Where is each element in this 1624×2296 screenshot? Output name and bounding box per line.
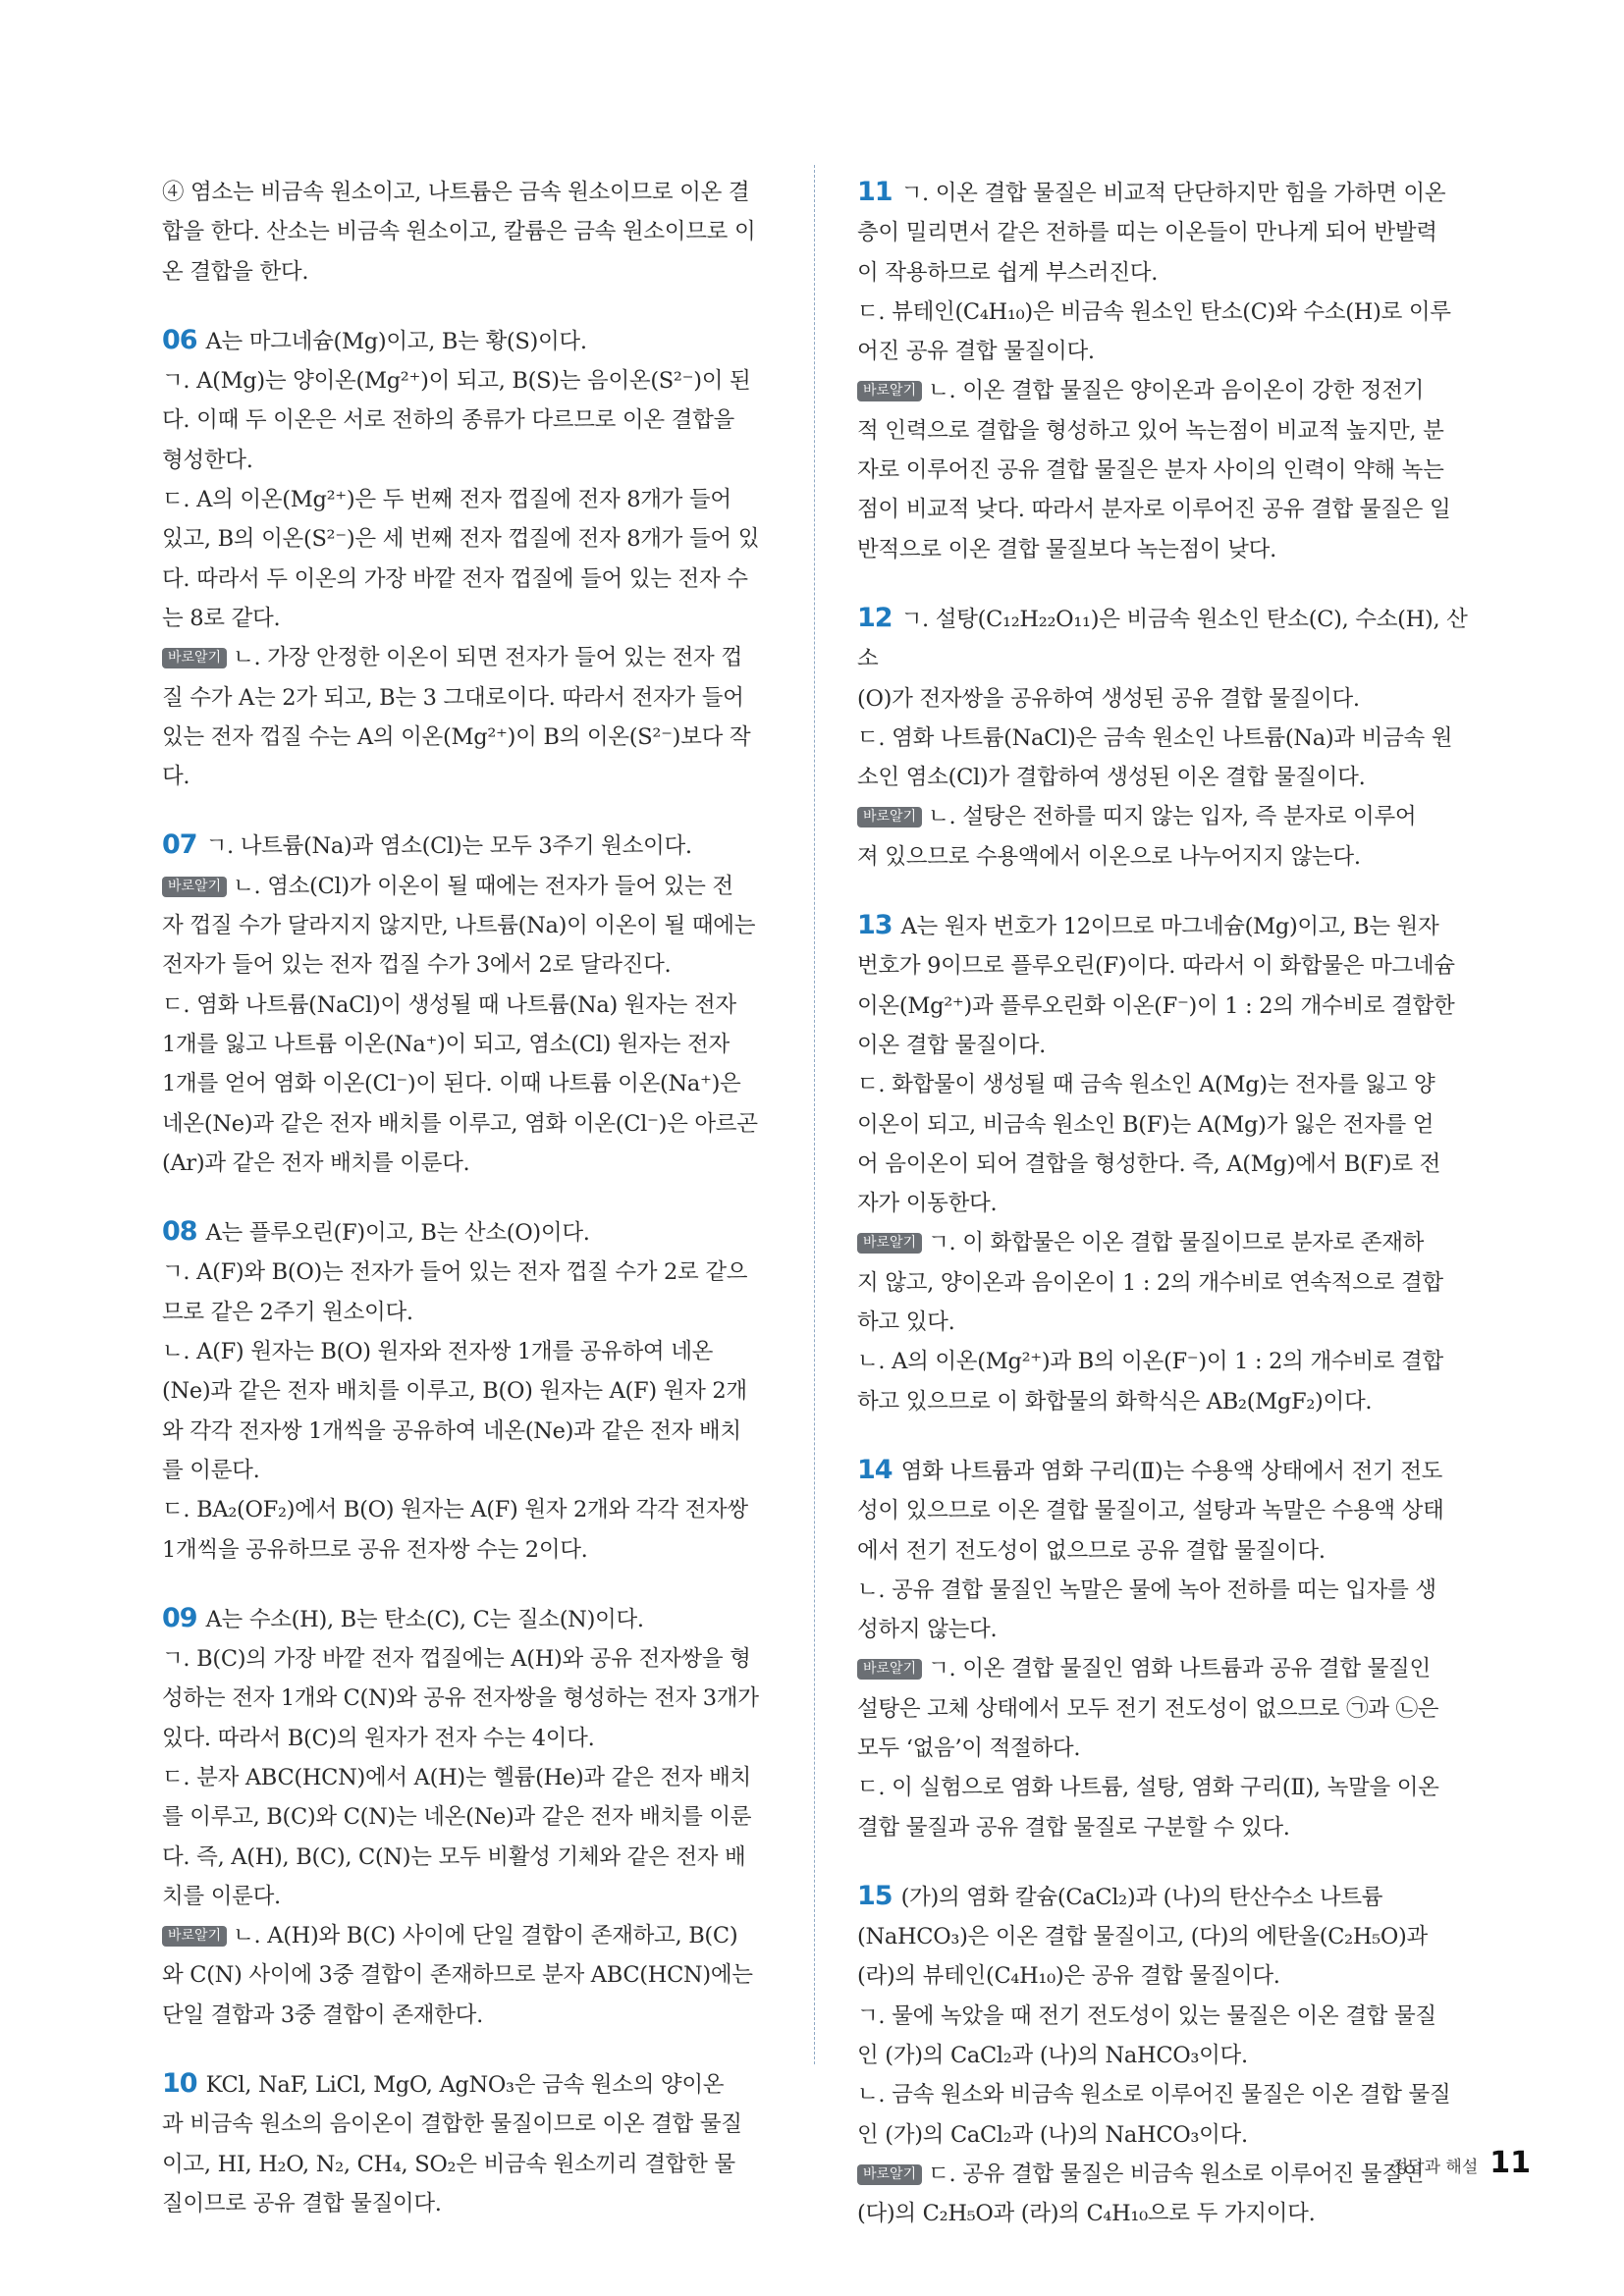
answer-line [162, 906, 773, 945]
answer-line [857, 2036, 1486, 2075]
answer-line [857, 1451, 1486, 1491]
line-text: 1개씩을 공유하므로 공유 전자쌍 수는 2이다. [162, 1536, 588, 1563]
answer-line [162, 1916, 773, 1955]
answer-line [162, 1797, 773, 1837]
answer-line [162, 1253, 773, 1292]
answer-line [162, 1955, 773, 1995]
answer-line [857, 253, 1486, 293]
question-number: 15 [857, 1880, 893, 1911]
line-text: 는 8로 같다. [162, 605, 281, 631]
answer-line [857, 1026, 1486, 1065]
answer-line [857, 1768, 1486, 1807]
answer-line [162, 638, 773, 677]
right-column [857, 173, 1486, 2264]
answer-line [857, 758, 1486, 797]
answer-line [162, 1877, 773, 1916]
line-text: ④ 염소는 비금속 원소이고, 나트륨은 금속 원소이므로 이온 결 [162, 180, 750, 205]
question-number: 10 [162, 2068, 197, 2100]
answer-line [857, 987, 1486, 1026]
line-text: 하고 있다. [857, 1309, 955, 1336]
line-text: 치를 이룬다. [162, 1883, 281, 1909]
line-text: ㄷ. 뷰테인(C₄H₁₀)은 비금속 원소인 탄소(C)와 수소(H)로 이루 [857, 298, 1451, 325]
answer-line [857, 1184, 1486, 1223]
answer-line [857, 1997, 1486, 2036]
question-number: 09 [162, 1602, 197, 1633]
line-text: 질이므로 공유 결합 물질이다. [162, 2190, 442, 2216]
correction-badge: 바로알기 [857, 381, 922, 401]
line-text: ㄴ. 금속 원소와 비금속 원소로 이루어진 물질은 이온 결합 물질 [857, 2082, 1451, 2109]
line-text: 온 결합을 한다. [162, 258, 309, 285]
line-text: (라)의 뷰테인(C₄H₁₀)은 공유 결합 물질이다. [857, 1963, 1280, 1990]
answer-line [857, 1877, 1486, 1917]
answer-line [857, 837, 1486, 877]
answer-line [857, 213, 1486, 252]
question-number: 06 [162, 324, 197, 355]
line-text: ㄴ. A(H)와 B(C) 사이에 단일 결합이 존재하고, B(C) [233, 1923, 738, 1949]
answer-line [162, 1719, 773, 1758]
answer-line [857, 530, 1486, 569]
line-text: 다. 즉, A(H), B(C), C(N)는 모두 비활성 기체와 같은 전자 배 [162, 1843, 746, 1870]
line-text: ㄷ. 이 실험으로 염화 나트륨, 설탕, 염화 구리(Ⅱ), 녹말을 이온 [857, 1775, 1439, 1801]
line-text: 과 비금속 원소의 음이온이 결합한 물질이므로 이온 결합 물질 [162, 2111, 742, 2138]
answer-line [162, 2145, 773, 2184]
line-text: 성하는 전자 1개와 C(N)와 공유 전자쌍을 형성하는 전자 3개가 [162, 1685, 759, 1712]
line-text: 이온 결합 물질이다. [857, 1032, 1047, 1058]
line-text: 있다. 따라서 B(C)의 원자가 전자 수는 4이다. [162, 1725, 595, 1751]
answer-line [162, 1025, 773, 1064]
answer-block [857, 906, 1486, 1421]
answer-line [162, 678, 773, 718]
answer-line [857, 1491, 1486, 1530]
answer-line [857, 490, 1486, 529]
line-text: 합을 한다. 산소는 비금속 원소이고, 칼륨은 금속 원소이므로 이 [162, 219, 756, 245]
answer-line [162, 441, 773, 480]
line-text: 질 수가 A는 2가 되고, B는 3 그대로이다. 따라서 전자가 들어 [162, 684, 744, 711]
line-text: ㄷ. 염화 나트륨(NaCl)이 생성될 때 나트륨(Na) 원자는 전자 [162, 991, 736, 1018]
answer-block [162, 173, 773, 292]
answer-line [162, 945, 773, 985]
answer-line [857, 1729, 1486, 1768]
answer-line [857, 679, 1486, 719]
answer-line [162, 321, 773, 361]
answer-line [162, 2105, 773, 2144]
line-text: (Ne)과 같은 전자 배치를 이루고, B(O) 원자는 A(F) 원자 2개 [162, 1378, 747, 1405]
answer-block [857, 173, 1486, 569]
answer-line [857, 1342, 1486, 1381]
line-text: 네온(Ne)과 같은 전자 배치를 이루고, 염화 이온(Cl⁻)은 아르곤 [162, 1110, 758, 1137]
page-number: 11 [1489, 2146, 1531, 2180]
answer-line [857, 173, 1486, 213]
line-text: 전자가 들어 있는 전자 껍질 수가 3에서 2로 달라진다. [162, 952, 672, 979]
line-text: KCl, NaF, LiCl, MgO, AgNO₃은 금속 원소의 양이온 [205, 2072, 725, 2099]
line-text: 성하지 않는다. [857, 1617, 998, 1643]
question-number: 07 [162, 829, 197, 861]
line-text: 번호가 9이므로 플루오린(F)이다. 따라서 이 화합물은 마그네슘 [857, 953, 1455, 980]
answer-line [162, 599, 773, 638]
line-text: 자로 이루어진 공유 결합 물질은 분자 사이의 인력이 약해 녹는 [857, 457, 1444, 484]
line-text: 를 이루고, B(C)와 C(N)는 네온(Ne)과 같은 전자 배치를 이룬 [162, 1804, 752, 1831]
line-text: 와 C(N) 사이에 3중 결합이 존재하므로 분자 ABC(HCN)에는 [162, 1962, 753, 1989]
line-text: 지 않고, 양이온과 음이온이 1 : 2의 개수비로 연속적으로 결합 [857, 1269, 1443, 1296]
answer-line [162, 1144, 773, 1183]
answer-line [162, 1599, 773, 1639]
line-text: ㄴ. 이온 결합 물질은 양이온과 음이온이 강한 정전기 [928, 378, 1425, 404]
line-text: 하고 있으므로 이 화합물의 화학식은 AB₂(MgF₂)이다. [857, 1388, 1373, 1415]
answer-line [857, 332, 1486, 371]
answer-line [857, 411, 1486, 451]
line-text: 다. 이때 두 이온은 서로 전하의 종류가 다르므로 이온 결합을 [162, 407, 734, 434]
answer-block [162, 2064, 773, 2223]
line-text: ㄷ. BA₂(OF₂)에서 B(O) 원자는 A(F) 원자 2개와 각각 전자쌍 [162, 1497, 748, 1523]
answer-line [162, 826, 773, 866]
answer-line [162, 867, 773, 906]
question-number: 12 [857, 602, 893, 633]
correction-badge: 바로알기 [857, 1659, 922, 1680]
page-footer [1392, 2146, 1531, 2180]
answer-line [162, 1639, 773, 1679]
line-text: 자 껍질 수가 달라지지 않지만, 나트륨(Na)이 이온이 될 때에는 [162, 913, 756, 939]
correction-badge: 바로알기 [857, 2164, 922, 2185]
answer-line [162, 718, 773, 797]
answer-line [162, 1758, 773, 1797]
answer-line [857, 1649, 1486, 1688]
answer-line [857, 1263, 1486, 1303]
line-text: 있는 전자 껍질 수는 A의 이온(Mg²⁺)이 B의 이온(S²⁻)보다 작다. [162, 723, 751, 790]
answer-line [162, 986, 773, 1025]
correction-badge: 바로알기 [162, 1926, 227, 1947]
line-text: 져 있으므로 수용액에서 이온으로 나누어지지 않는다. [857, 843, 1361, 870]
left-column [162, 173, 773, 2253]
answer-line [162, 1838, 773, 1877]
answer-line [857, 1917, 1486, 1956]
answer-block [162, 321, 773, 797]
question-number: 13 [857, 910, 893, 941]
line-text: 성이 있으므로 이온 결합 물질이고, 설탕과 녹말은 수용액 상태 [857, 1498, 1444, 1524]
answer-line [162, 361, 773, 400]
answer-line [857, 1382, 1486, 1421]
answer-line [162, 1412, 773, 1451]
answer-line [162, 1293, 773, 1332]
line-text: (Ar)과 같은 전자 배치를 이룬다. [162, 1149, 470, 1176]
footer-label: 정답과 해설 [1391, 2158, 1479, 2177]
answer-line [162, 1104, 773, 1144]
line-text: 이 작용하므로 쉽게 부스러진다. [857, 259, 1159, 286]
line-text: A는 원자 번호가 12이므로 마그네슘(Mg)이고, B는 원자 [900, 914, 1439, 940]
line-text: ㄴ. 가장 안정한 이온이 되면 전자가 들어 있는 전자 껍 [233, 645, 742, 671]
answer-line [162, 1212, 773, 1253]
line-text: ㄱ. 이 화합물은 이온 결합 물질이므로 분자로 존재하 [928, 1230, 1425, 1256]
answer-line [857, 371, 1486, 410]
answer-line [857, 451, 1486, 490]
line-text: ㄱ. 나트륨(Na)과 염소(Cl)는 모두 3주기 원소이다. [205, 833, 692, 860]
answer-line [162, 252, 773, 292]
answer-line [857, 906, 1486, 946]
correction-badge: 바로알기 [162, 877, 227, 897]
line-text: 점이 비교적 낮다. 따라서 분자로 이루어진 공유 결합 물질은 일 [857, 497, 1451, 523]
line-text: 인 (가)의 CaCl₂과 (나)의 NaHCO₃이다. [857, 2121, 1248, 2148]
answer-line [162, 1332, 773, 1371]
line-text: ㄷ. 공유 결합 물질은 비금속 원소로 이루어진 물질인 [928, 2161, 1425, 2187]
answer-line [162, 560, 773, 599]
answer-line [857, 1689, 1486, 1729]
line-text: ㄱ. A(F)와 B(O)는 전자가 들어 있는 전자 껍질 수가 2로 같으 [162, 1259, 748, 1286]
line-text: ㄷ. 염화 나트륨(NaCl)은 금속 원소인 나트륨(Na)과 비금속 원 [857, 724, 1453, 751]
line-text: ㄴ. 염소(Cl)가 이온이 될 때에는 전자가 들어 있는 전 [233, 873, 733, 899]
line-text: 이고, HI, H₂O, N₂, CH₄, SO₂은 비금속 원소끼리 결합한 물 [162, 2151, 735, 2177]
line-text: 1개를 얻어 염화 이온(Cl⁻)이 된다. 이때 나트륨 이온(Na⁺)은 [162, 1071, 741, 1097]
correction-badge: 바로알기 [857, 1233, 922, 1254]
line-text: ㄴ. A(F) 원자는 B(O) 원자와 전자쌍 1개를 공유하여 네온 [162, 1339, 714, 1365]
answer-line [162, 1679, 773, 1718]
line-text: A는 수소(H), B는 탄소(C), C는 질소(N)이다. [205, 1606, 644, 1632]
answer-line [162, 1064, 773, 1103]
line-text: ㄷ. 분자 ABC(HCN)에서 A(H)는 헬륨(He)과 같은 전자 배치 [162, 1764, 751, 1790]
correction-badge: 바로알기 [162, 648, 227, 668]
line-text: (O)가 전자쌍을 공유하여 생성된 공유 결합 물질이다. [857, 685, 1360, 712]
line-text: 에서 전기 전도성이 없으므로 공유 결합 물질이다. [857, 1537, 1326, 1564]
line-text: 소인 염소(Cl)가 결합하여 생성된 이온 결합 물질이다. [857, 765, 1366, 791]
answer-block [857, 599, 1486, 877]
answer-line [857, 293, 1486, 332]
line-text: ㄷ. A의 이온(Mg²⁺)은 두 번째 전자 껍질에 전자 8개가 들어 [162, 487, 731, 513]
answer-line [857, 1610, 1486, 1649]
line-text: 결합 물질과 공유 결합 물질로 구분할 수 있다. [857, 1814, 1290, 1841]
line-text: ㄱ. 설탕(C₁₂H₂₂O₁₁)은 비금속 원소인 탄소(C), 수소(H), 산소 [857, 606, 1468, 672]
answer-block [162, 1599, 773, 2035]
answer-line [162, 1530, 773, 1570]
line-text: 단일 결합과 3중 결합이 존재한다. [162, 2002, 483, 2028]
line-text: 어진 공유 결합 물질이다. [857, 339, 1095, 365]
line-text: ㄴ. 공유 결합 물질인 녹말은 물에 녹아 전하를 띠는 입자를 생 [857, 1576, 1436, 1603]
correction-badge: 바로알기 [857, 807, 922, 828]
line-text: 와 각각 전자쌍 1개씩을 공유하여 네온(Ne)과 같은 전자 배치 [162, 1417, 741, 1444]
line-text: 이온이 되고, 비금속 원소인 B(F)는 A(Mg)가 잃은 전자를 얻 [857, 1111, 1435, 1138]
line-text: (NaHCO₃)은 이온 결합 물질이고, (다)의 에탄올(C₂H₅O)과 [857, 1924, 1428, 1950]
line-text: ㄱ. 물에 녹았을 때 전기 전도성이 있는 물질은 이온 결합 물질 [857, 2002, 1436, 2029]
line-text: 반적으로 이온 결합 물질보다 녹는점이 낮다. [857, 536, 1276, 562]
answer-line [162, 1451, 773, 1490]
answer-line [162, 1371, 773, 1411]
answer-block [857, 1451, 1486, 1847]
line-text: 다. 따라서 두 이온의 가장 바깥 전자 껍질에 들어 있는 전자 수 [162, 565, 748, 592]
answer-line [857, 1065, 1486, 1104]
answer-line [162, 2184, 773, 2223]
answer-block [162, 826, 773, 1183]
question-number: 14 [857, 1454, 893, 1485]
line-text: 층이 밀리면서 같은 전하를 띠는 이온들이 만나게 되어 반발력 [857, 220, 1437, 246]
line-text: 적 인력으로 결합을 형성하고 있어 녹는점이 비교적 높지만, 분 [857, 417, 1444, 444]
answer-line [857, 946, 1486, 986]
line-text: ㄴ. A의 이온(Mg²⁺)과 B의 이온(F⁻)이 1 : 2의 개수비로 결합 [857, 1349, 1443, 1375]
question-number: 08 [162, 1216, 197, 1248]
answer-block [162, 1212, 773, 1570]
column-divider [814, 165, 815, 2064]
answer-line [162, 2064, 773, 2105]
line-text: ㄱ. A(Mg)는 양이온(Mg²⁺)이 되고, B(S)는 음이온(S²⁻)이 된 [162, 368, 751, 395]
line-text: 염화 나트륨과 염화 구리(Ⅱ)는 수용액 상태에서 전기 전도 [900, 1458, 1443, 1484]
line-text: 인 (가)의 CaCl₂과 (나)의 NaHCO₃이다. [857, 2043, 1248, 2069]
line-text: ㄷ. 화합물이 생성될 때 금속 원소인 A(Mg)는 전자를 잃고 양 [857, 1072, 1435, 1098]
answer-line [162, 1996, 773, 2035]
answer-line [857, 599, 1486, 679]
answer-line [857, 2194, 1486, 2233]
line-text: A는 마그네슘(Mg)이고, B는 황(S)이다. [205, 328, 587, 354]
line-text: A는 플루오린(F)이고, B는 산소(O)이다. [205, 1220, 590, 1247]
answer-line [857, 797, 1486, 836]
answer-line [857, 1223, 1486, 1262]
answer-line [857, 1808, 1486, 1847]
answer-line [857, 1145, 1486, 1184]
line-text: ㄴ. 설탕은 전하를 띠지 않는 입자, 즉 분자로 이루어 [928, 804, 1417, 830]
line-text: 이온(Mg²⁺)과 플루오린화 이온(F⁻)이 1 : 2의 개수비로 결합한 [857, 992, 1455, 1019]
line-text: 형성한다. [162, 447, 253, 473]
line-text: 1개를 잃고 나트륨 이온(Na⁺)이 되고, 염소(Cl) 원자는 전자 [162, 1031, 730, 1057]
answer-line [857, 1571, 1486, 1610]
answer-line [162, 519, 773, 559]
line-text: 므로 같은 2주기 원소이다. [162, 1299, 413, 1325]
line-text: 설탕은 고체 상태에서 모두 전기 전도성이 없으므로 ㉠과 ㉡은 [857, 1695, 1439, 1722]
answer-line [857, 1531, 1486, 1571]
answer-line [857, 1303, 1486, 1342]
line-text: (다)의 C₂H₅O과 (라)의 C₄H₁₀으로 두 가지이다. [857, 2201, 1316, 2227]
line-text: ㄱ. B(C)의 가장 바깥 전자 껍질에는 A(H)와 공유 전자쌍을 형 [162, 1646, 751, 1673]
line-text: 를 이룬다. [162, 1457, 260, 1483]
answer-line [162, 212, 773, 251]
line-text: (가)의 염화 칼슘(CaCl₂)과 (나)의 탄산수소 나트륨 [900, 1884, 1383, 1910]
answer-line [857, 1105, 1486, 1145]
answer-line [857, 1956, 1486, 1996]
line-text: ㄱ. 이온 결합 물질은 비교적 단단하지만 힘을 가하면 이온 [900, 181, 1446, 206]
answer-line [162, 1490, 773, 1529]
question-number: 11 [857, 177, 893, 207]
line-text: ㄱ. 이온 결합 물질인 염화 나트륨과 공유 결합 물질인 [928, 1656, 1431, 1682]
answer-line [162, 173, 773, 212]
line-text: 모두 ‘없음’이 적절하다. [857, 1735, 1081, 1761]
line-text: 어 음이온이 되어 결합을 형성한다. 즉, A(Mg)에서 B(F)로 전 [857, 1150, 1441, 1177]
answer-line [857, 2075, 1486, 2114]
line-text: 있고, B의 이온(S²⁻)은 세 번째 전자 껍질에 전자 8개가 들어 있 [162, 526, 760, 553]
answer-line [857, 719, 1486, 758]
answer-line [162, 480, 773, 519]
answer-line [162, 400, 773, 440]
line-text: 자가 이동한다. [857, 1191, 998, 1217]
